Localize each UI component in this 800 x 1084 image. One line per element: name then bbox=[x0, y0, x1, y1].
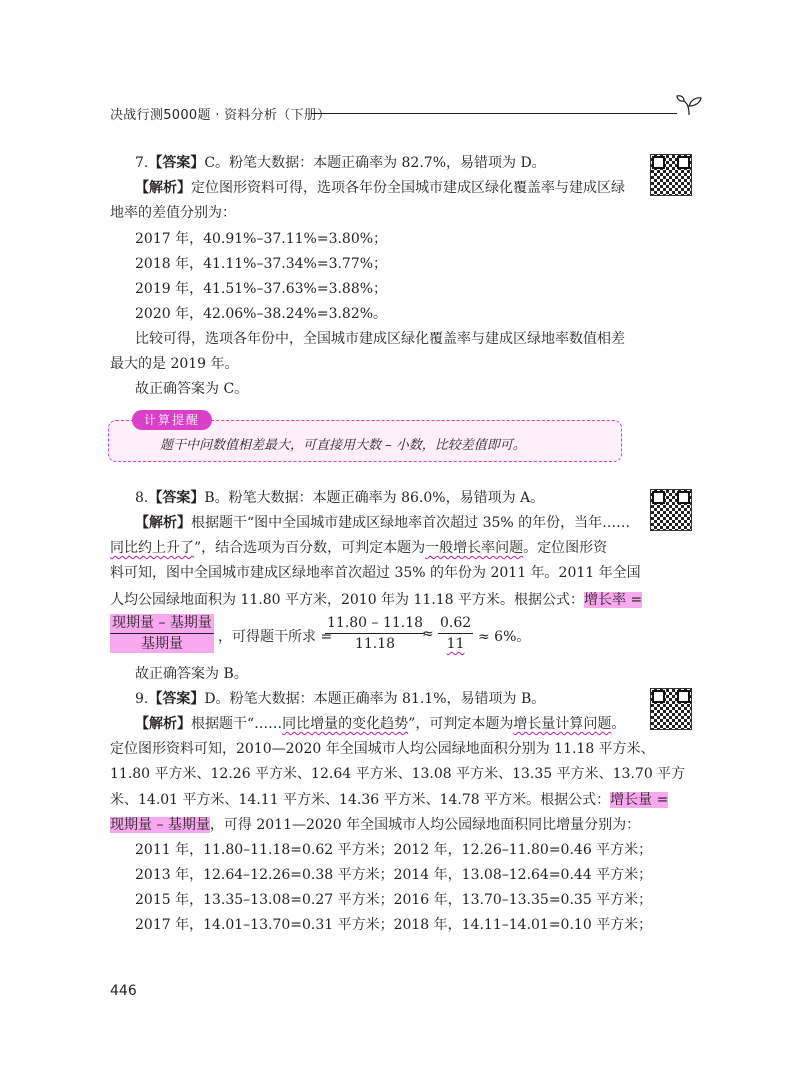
formula-denominator: 基期量 bbox=[140, 636, 183, 652]
q7-answer-text: C。粉笔大数据：本题正确率为 82.7%，易错项为 D。 bbox=[204, 155, 546, 171]
q9-highlight-formula-end: 现期量 – 基期量 bbox=[110, 817, 210, 833]
q8-analysis-line1 bbox=[135, 513, 655, 533]
qr-code-icon[interactable] bbox=[650, 489, 692, 531]
calculation-tip-label: 计算提醒 bbox=[132, 410, 212, 430]
q8-analysis-line2 bbox=[110, 538, 630, 558]
qr-code-icon[interactable] bbox=[650, 688, 692, 730]
q8-fraction-2 bbox=[438, 614, 473, 653]
q9-analysis-line1 bbox=[135, 714, 655, 734]
q7-number: 7. bbox=[135, 155, 149, 171]
q9-highlight-formula-start: 增长量 = bbox=[610, 792, 669, 808]
q9-number: 9. bbox=[135, 691, 149, 707]
q8-analysis-line4 bbox=[110, 590, 643, 610]
q8-growth-rate-formula bbox=[110, 614, 214, 653]
q8-text: ”，结合选项为百分数，可判定本题为 bbox=[194, 540, 426, 556]
running-header-title: 决战行测5000题 · 资料分析（下册） bbox=[110, 108, 331, 123]
q8-analysis-line3: 料可知，图中全国城市建成区绿地率首次超过 35% 的年份为 2011 年。2011 年全国 bbox=[110, 565, 641, 581]
fraction-bar bbox=[325, 633, 425, 634]
q8-answer-label: 【答案】 bbox=[148, 490, 205, 506]
q8-analysis-text: 根据题干“图中全国城市建成区绿地率首次超过 35% 的年份，当年…… bbox=[191, 515, 631, 531]
q7-answer-label: 【答案】 bbox=[148, 155, 205, 171]
q7-compare-line2: 最大的是 2019 年。 bbox=[110, 356, 239, 372]
q9-answer-label: 【答案】 bbox=[148, 691, 205, 707]
q8-underlined-type: 一般增长率问题 bbox=[425, 540, 524, 556]
qr-code-icon[interactable] bbox=[650, 154, 692, 196]
q9-text: ”，可判定本题为 bbox=[408, 716, 514, 732]
q8-answer-line bbox=[135, 488, 655, 508]
q9-answer-text: D。粉笔大数据：本题正确率为 81.1%，易错项为 B。 bbox=[204, 691, 546, 707]
q8-approx-1: ≈ bbox=[422, 626, 434, 642]
q9-analysis-line3: 11.80 平方米、12.26 平方米、12.64 平方米、13.08 平方米、13.35 平方米、13.70 平方 bbox=[110, 766, 686, 782]
q9-analysis-line2: 定位图形资料可知，2010—2020 年全国城市人均公园绿地面积分别为 11.18 平方米、 bbox=[110, 741, 655, 757]
page-number: 446 bbox=[110, 983, 137, 999]
q7-analysis-text: 定位图形资料可得，选项各年份全国城市建成区绿化覆盖率与建成区绿 bbox=[191, 180, 625, 196]
q7-calc-2020: 2020 年，42.06%–38.24%=3.82%。 bbox=[135, 306, 388, 322]
q8-underlined-phrase: 同比约上升了 bbox=[110, 540, 194, 556]
fraction-numerator: 0.62 bbox=[440, 615, 472, 631]
formula-numerator: 现期量 – 基期量 bbox=[112, 615, 212, 631]
q9-underlined-phrase: 同比增量的变化趋势 bbox=[282, 716, 409, 732]
q9-underlined-type: 增长量计算问题 bbox=[513, 716, 612, 732]
header-rule bbox=[311, 113, 677, 114]
q8-answer-text: B。粉笔大数据：本题正确率为 86.0%，易错项为 A。 bbox=[204, 490, 545, 506]
q9-analysis-line5 bbox=[110, 815, 641, 835]
fraction-numerator: 11.80 – 11.18 bbox=[327, 615, 424, 631]
q9-analysis-label: 【解析】 bbox=[135, 716, 191, 732]
q9-calc-row-3: 2015 年，13.35–13.08=0.27 平方米；2016 年，13.70–13.35=0.35 平方米； bbox=[135, 892, 653, 908]
q9-calc-row-1: 2011 年，11.80–11.18=0.62 平方米；2012 年，12.26–11.80=0.46 平方米； bbox=[135, 842, 653, 858]
q7-calc-2018: 2018 年，41.11%–37.34%=3.77%； bbox=[135, 256, 388, 272]
q9-analysis-line4 bbox=[110, 790, 669, 810]
q8-text: 。定位图形资 bbox=[523, 540, 608, 556]
q8-approx-2: ≈ 6%。 bbox=[478, 629, 531, 645]
q9-text: 。 bbox=[611, 716, 626, 732]
fraction-bar bbox=[438, 633, 473, 634]
sprout-icon bbox=[676, 94, 702, 116]
q7-calc-2019: 2019 年，41.51%–37.63%=3.88%； bbox=[135, 281, 388, 297]
q7-answer-line bbox=[135, 153, 655, 173]
q7-calc-2017: 2017 年，40.91%–37.11%=3.80%； bbox=[135, 231, 388, 247]
fraction-bar bbox=[110, 633, 214, 634]
q7-analysis-line bbox=[135, 178, 655, 198]
q9-calc-row-2: 2013 年，12.64–12.26=0.38 平方米；2014 年，13.08–12.64=0.44 平方米； bbox=[135, 867, 653, 883]
q7-analysis-line2: 地率的差值分别为： bbox=[110, 205, 236, 221]
q8-highlight-formula-start: 增长率 = bbox=[584, 592, 643, 608]
q9-calc-row-4: 2017 年，14.01–13.70=0.31 平方米；2018 年，14.11–14.01=0.10 平方米； bbox=[135, 917, 653, 933]
q7-analysis-label: 【解析】 bbox=[135, 180, 191, 196]
q8-fraction-1 bbox=[325, 614, 425, 653]
q9-answer-line bbox=[135, 689, 655, 709]
q9-text: 米、14.01 平方米、14.11 平方米、14.36 平方米、14.78 平方米。根据公式： bbox=[110, 792, 611, 808]
fraction-denominator: 11.18 bbox=[354, 636, 396, 652]
calculation-tip-text: 题干中问数值相差最大，可直接用大数 – 小数，比较差值即可。 bbox=[160, 438, 526, 453]
q8-text: 人均公园绿地面积为 11.80 平方米，2010 年为 11.18 平方米。根据公式： bbox=[110, 592, 585, 608]
q7-conclusion: 故正确答案为 C。 bbox=[135, 381, 249, 397]
q8-analysis-label: 【解析】 bbox=[135, 515, 191, 531]
q8-number: 8. bbox=[135, 490, 149, 506]
q9-text: 根据题干“…… bbox=[191, 716, 283, 732]
q8-formula-mid: ，可得题干所求 = bbox=[218, 629, 333, 645]
fraction-denominator: 11 bbox=[446, 636, 465, 652]
q8-conclusion: 故正确答案为 B。 bbox=[135, 666, 248, 682]
q7-compare-line1: 比较可得，选项各年份中，全国城市建成区绿化覆盖率与建成区绿地率数值相差 bbox=[135, 331, 625, 347]
q9-text: ，可得 2011—2020 年全国城市人均公园绿地面积同比增量分别为： bbox=[209, 817, 641, 833]
